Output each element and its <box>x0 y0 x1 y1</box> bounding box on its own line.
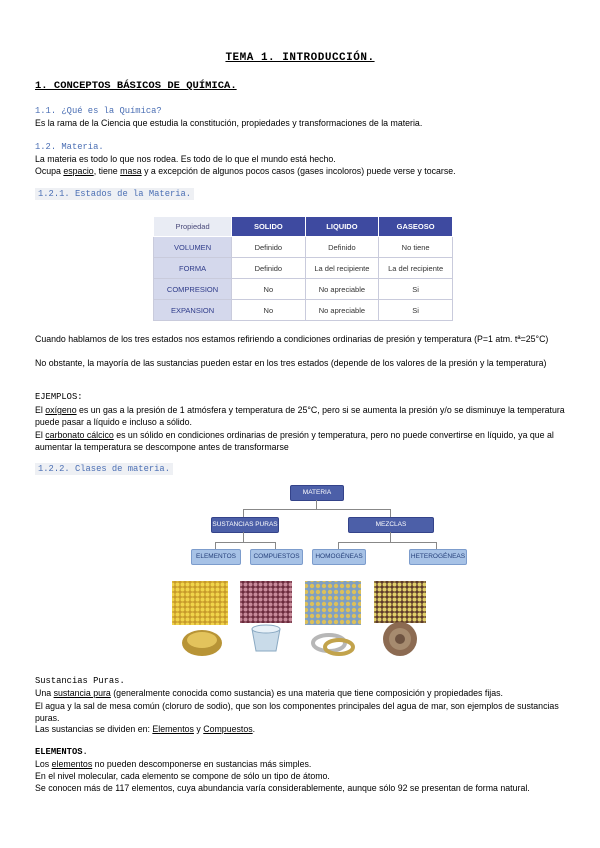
word-carbonato-calcico: carbonato cálcico <box>45 430 114 440</box>
table-cell: No apreciable <box>305 300 379 321</box>
table-cell: FORMA <box>154 258 232 279</box>
diagram-node-homogeneas: HOMOGÉNEAS <box>312 549 366 565</box>
connector <box>390 509 391 517</box>
word-espacio: espacio <box>63 166 94 176</box>
connector <box>338 542 436 543</box>
section-1-1-text: Es la rama de la Ciencia que estudia la constitución, propiedades y transformaciones de la materia. <box>35 118 423 128</box>
elements-line1: Los elementos no pueden descomponerse en sustancias más simples. <box>35 759 312 769</box>
table-cell: EXPANSION <box>154 300 232 321</box>
table-cell: No tiene <box>379 237 453 258</box>
table-row <box>154 300 453 321</box>
table-header-row <box>154 217 453 237</box>
diagram-node-compuestos: COMPUESTOS <box>250 549 303 565</box>
heterogeneous-mixture-illustration <box>372 577 428 659</box>
pure-substances-line2: El agua y la sal de mesa común (cloruro de sodio), que son los componentes principales del agua de mar, son ejemplos de sustancias puras. <box>35 701 559 723</box>
elements-line2: En el nivel molecular, cada elemento se compone de sólo un tipo de átomo. <box>35 771 330 781</box>
word-oxigeno: oxígeno <box>45 405 77 415</box>
section-1-2-heading: 1.2. Materia. <box>35 142 104 152</box>
table-cell: Definido <box>232 237 305 258</box>
word-elementos-2: elementos <box>51 759 93 769</box>
table-header-cell: LIQUIDO <box>305 217 379 237</box>
diagram-node-mezclas: MEZCLAS <box>348 517 434 533</box>
pure-substances-line1: Una sustancia pura (generalmente conocida como sustancia) es una materia que tiene composición y propiedades fijas. <box>35 688 503 698</box>
states-table <box>153 216 453 321</box>
table-cell: No <box>232 300 305 321</box>
diagram-node-elementos: ELEMENTOS <box>191 549 241 565</box>
states-paragraph-1: Cuando hablamos de los tres estados nos estamos refiriendo a condiciones ordinarias de presión y temperatura (P=1 atm. tª=25°C) <box>35 334 549 344</box>
table-cell: La del recipiente <box>305 258 379 279</box>
connector <box>243 532 244 542</box>
table-row <box>154 279 453 300</box>
connector <box>243 509 390 510</box>
connector <box>243 509 244 517</box>
table-cell: COMPRESION <box>154 279 232 300</box>
connector <box>215 542 275 543</box>
elements-line3: Se conocen más de 117 elementos, cuya abundancia varía considerablemente, aunque sólo 92 se presentan de forma natural. <box>35 783 530 793</box>
table-cell: Si <box>379 300 453 321</box>
word-elementos: Elementos <box>152 724 194 734</box>
compounds-illustration <box>238 577 294 659</box>
section-1-heading: 1. CONCEPTOS BÁSICOS DE QUÍMICA. <box>35 80 237 92</box>
table-cell: Definido <box>305 237 379 258</box>
connector <box>436 542 437 549</box>
connector <box>390 532 391 542</box>
table-cell: Si <box>379 279 453 300</box>
connector <box>338 542 339 549</box>
states-paragraph-2: No obstante, la mayoría de las sustancias pueden estar en los tres estados (depende de los valores de la presión y la temperatura) <box>35 358 547 368</box>
table-cell: La del recipiente <box>379 258 453 279</box>
document-title: TEMA 1. INTRODUCCIÓN. <box>225 52 375 64</box>
section-1-2-1-heading: 1.2.1. Estados de la Materia. <box>35 189 194 200</box>
diagram-node-materia: MATERIA <box>290 485 344 501</box>
connector <box>316 500 317 509</box>
section-1-2-2-heading: 1.2.2. Clases de materia. <box>35 464 173 475</box>
homogeneous-mixture-illustration <box>303 577 363 659</box>
pure-substances-heading: Sustancias Puras. <box>35 676 125 686</box>
word-compuestos: Compuestos <box>203 724 253 734</box>
example-carbonate: El carbonato cálcico es un sólido en condiciones ordinarias de presión y temperatura, pero no puede convertirse en líquido, ya que al aumentar la temperatura se descompone antes de transformarse <box>35 430 554 452</box>
table-header-cell: SOLIDO <box>232 217 305 237</box>
example-oxygen: El oxígeno es un gas a la presión de 1 atmósfera y temperatura de 25°C, pero si se aumenta la presión y/o se disminuye la temperatura puede pasar a líquido e incluso a sólido. <box>35 405 565 427</box>
table-cell: Definido <box>232 258 305 279</box>
connector <box>275 542 276 549</box>
section-1-2-line1: La materia es todo lo que nos rodea. Es todo de lo que el mundo está hecho. <box>35 154 336 164</box>
section-1-1-heading: 1.1. ¿Qué es la Química? <box>35 106 162 116</box>
table-row <box>154 258 453 279</box>
examples-heading: EJEMPLOS: <box>35 392 83 402</box>
elements-illustration <box>170 577 232 659</box>
table-header-cell: Propiedad <box>154 217 232 237</box>
table-cell: VOLUMEN <box>154 237 232 258</box>
word-masa: masa <box>120 166 142 176</box>
word-sustancia-pura: sustancia pura <box>53 688 111 698</box>
table-cell: No <box>232 279 305 300</box>
diagram-node-sustancias-puras: SUSTANCIAS PURAS <box>211 517 279 533</box>
section-1-2-line2: Ocupa espacio, tiene masa y a excepción de algunos pocos casos (gases incoloros) puede verse y tocarse. <box>35 166 456 176</box>
table-header-cell: GASEOSO <box>379 217 453 237</box>
pure-substances-line3: Las sustancias se dividen en: Elementos y Compuestos. <box>35 724 256 734</box>
elements-heading: ELEMENTOS. <box>35 747 88 757</box>
diagram-node-heterogeneas: HETEROGÉNEAS <box>409 549 467 565</box>
table-cell: No apreciable <box>305 279 379 300</box>
table-row <box>154 237 453 258</box>
connector <box>215 542 216 549</box>
